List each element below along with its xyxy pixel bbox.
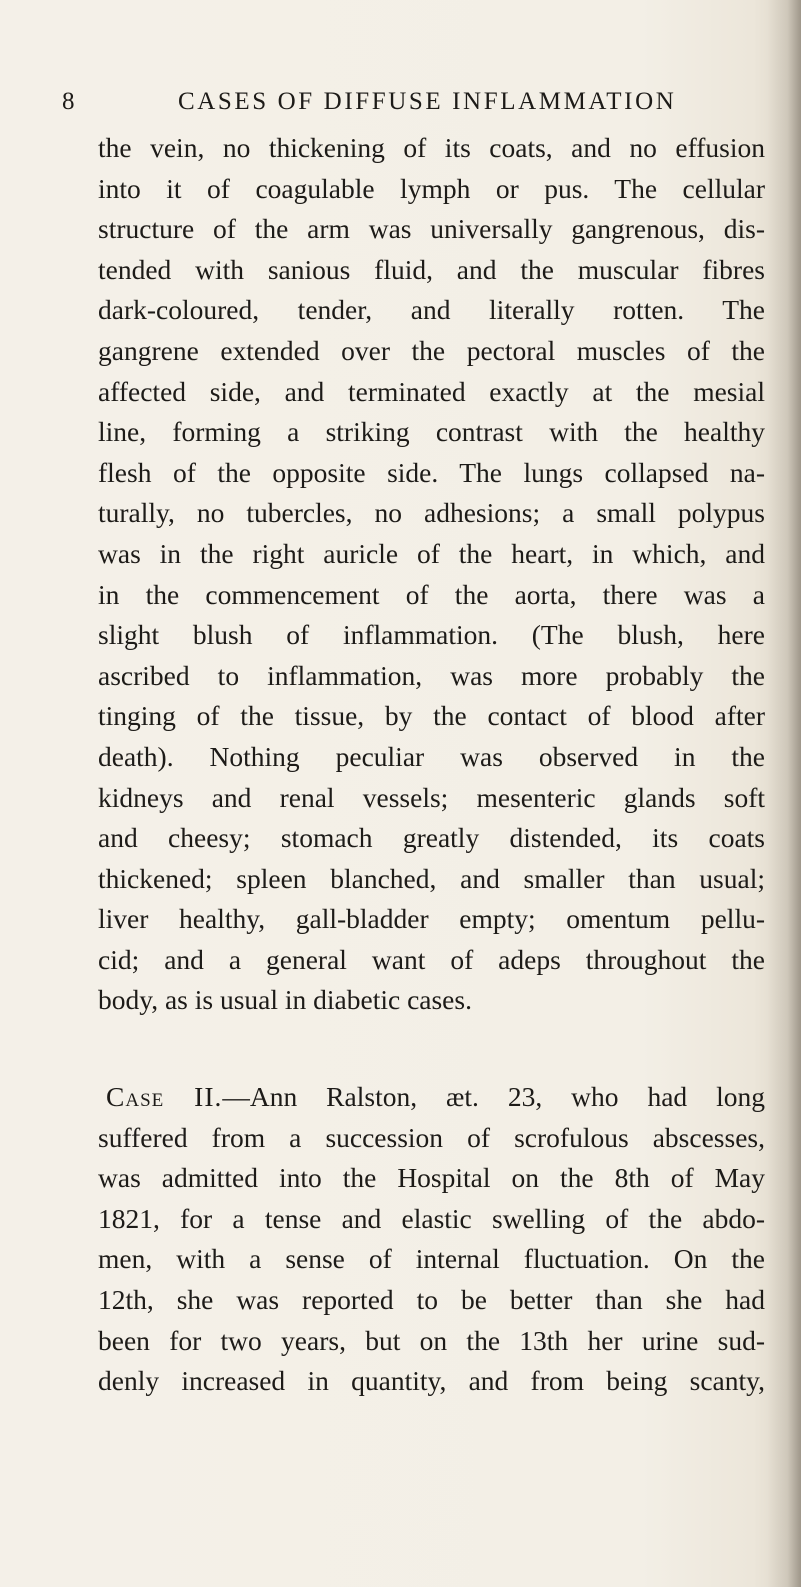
- case-intro-text: —Ann Ralston, æt. 23, who had long: [222, 1081, 765, 1113]
- text-line: 1821, for a tense and elastic swelling of the abdo-: [98, 1202, 765, 1234]
- text-line: ascribed to inflammation, was more probably the: [98, 659, 765, 691]
- text-line: death). Nothing peculiar was observed in the: [98, 740, 765, 772]
- binding-shadow: [767, 0, 801, 1587]
- text-line: slight blush of inflammation. (The blush, here: [98, 619, 765, 651]
- text-line: cid; and a general want of adeps throughout the: [98, 943, 765, 975]
- page-header: [62, 88, 762, 128]
- text-line: the vein, no thickening of its coats, and no effusion: [98, 132, 765, 163]
- paragraph-1: [98, 128, 765, 1021]
- text-line: line, forming a striking contrast with the healthy: [98, 416, 765, 448]
- text-line: flesh of the opposite side. The lungs collapsed na-: [98, 456, 765, 488]
- text-line: thickened; spleen blanched, and smaller than usual;: [98, 862, 765, 894]
- paragraph-2: [98, 1077, 765, 1402]
- text-line: tended with sanious fluid, and the muscular fibres: [98, 253, 765, 285]
- text-line: turally, no tubercles, no adhesions; a small polypus: [98, 497, 765, 529]
- text-line: denly increased in quantity, and from being scanty,: [98, 1365, 765, 1397]
- text-line: body, as is usual in diabetic cases.: [98, 984, 472, 1016]
- text-line: liver healthy, gall-bladder empty; omentum pellu-: [98, 903, 765, 935]
- text-line: structure of the arm was universally gangrenous, dis-: [98, 213, 765, 245]
- paragraph-2-lines: [98, 1118, 765, 1402]
- text-line: gangrene extended over the pectoral muscles of the: [98, 334, 765, 366]
- text-line: tinging of the tissue, by the contact of blood after: [98, 700, 765, 732]
- text-line: and cheesy; stomach greatly distended, its coats: [98, 822, 765, 854]
- text-line: 12th, she was reported to be better than she had: [98, 1284, 765, 1316]
- text-line: affected side, and terminated exactly at the mesial: [98, 375, 765, 407]
- case-label: Case II.: [106, 1081, 223, 1113]
- text-line: men, with a sense of internal fluctuation. On the: [98, 1243, 765, 1275]
- page-number: 8: [62, 88, 76, 115]
- case-heading-line: [98, 1077, 765, 1118]
- text-line: been for two years, but on the 13th her urine sud-: [98, 1324, 765, 1356]
- text-line: suffered from a succession of scrofulous abscesses,: [98, 1121, 765, 1153]
- running-head: CASES OF DIFFUSE INFLAMMATION: [178, 88, 677, 115]
- text-line: kidneys and renal vessels; mesenteric glands soft: [98, 781, 765, 813]
- text-line: in the commencement of the aorta, there was a: [98, 578, 765, 610]
- text-line: was admitted into the Hospital on the 8th of May: [98, 1162, 765, 1194]
- text-line: dark-coloured, tender, and literally rotten. The: [98, 294, 765, 326]
- paragraph-gap: [98, 1021, 765, 1077]
- body-text: [98, 128, 765, 1402]
- text-line: was in the right auricle of the heart, in which, and: [98, 537, 765, 569]
- text-line: into it of coagulable lymph or pus. The cellular: [98, 172, 765, 204]
